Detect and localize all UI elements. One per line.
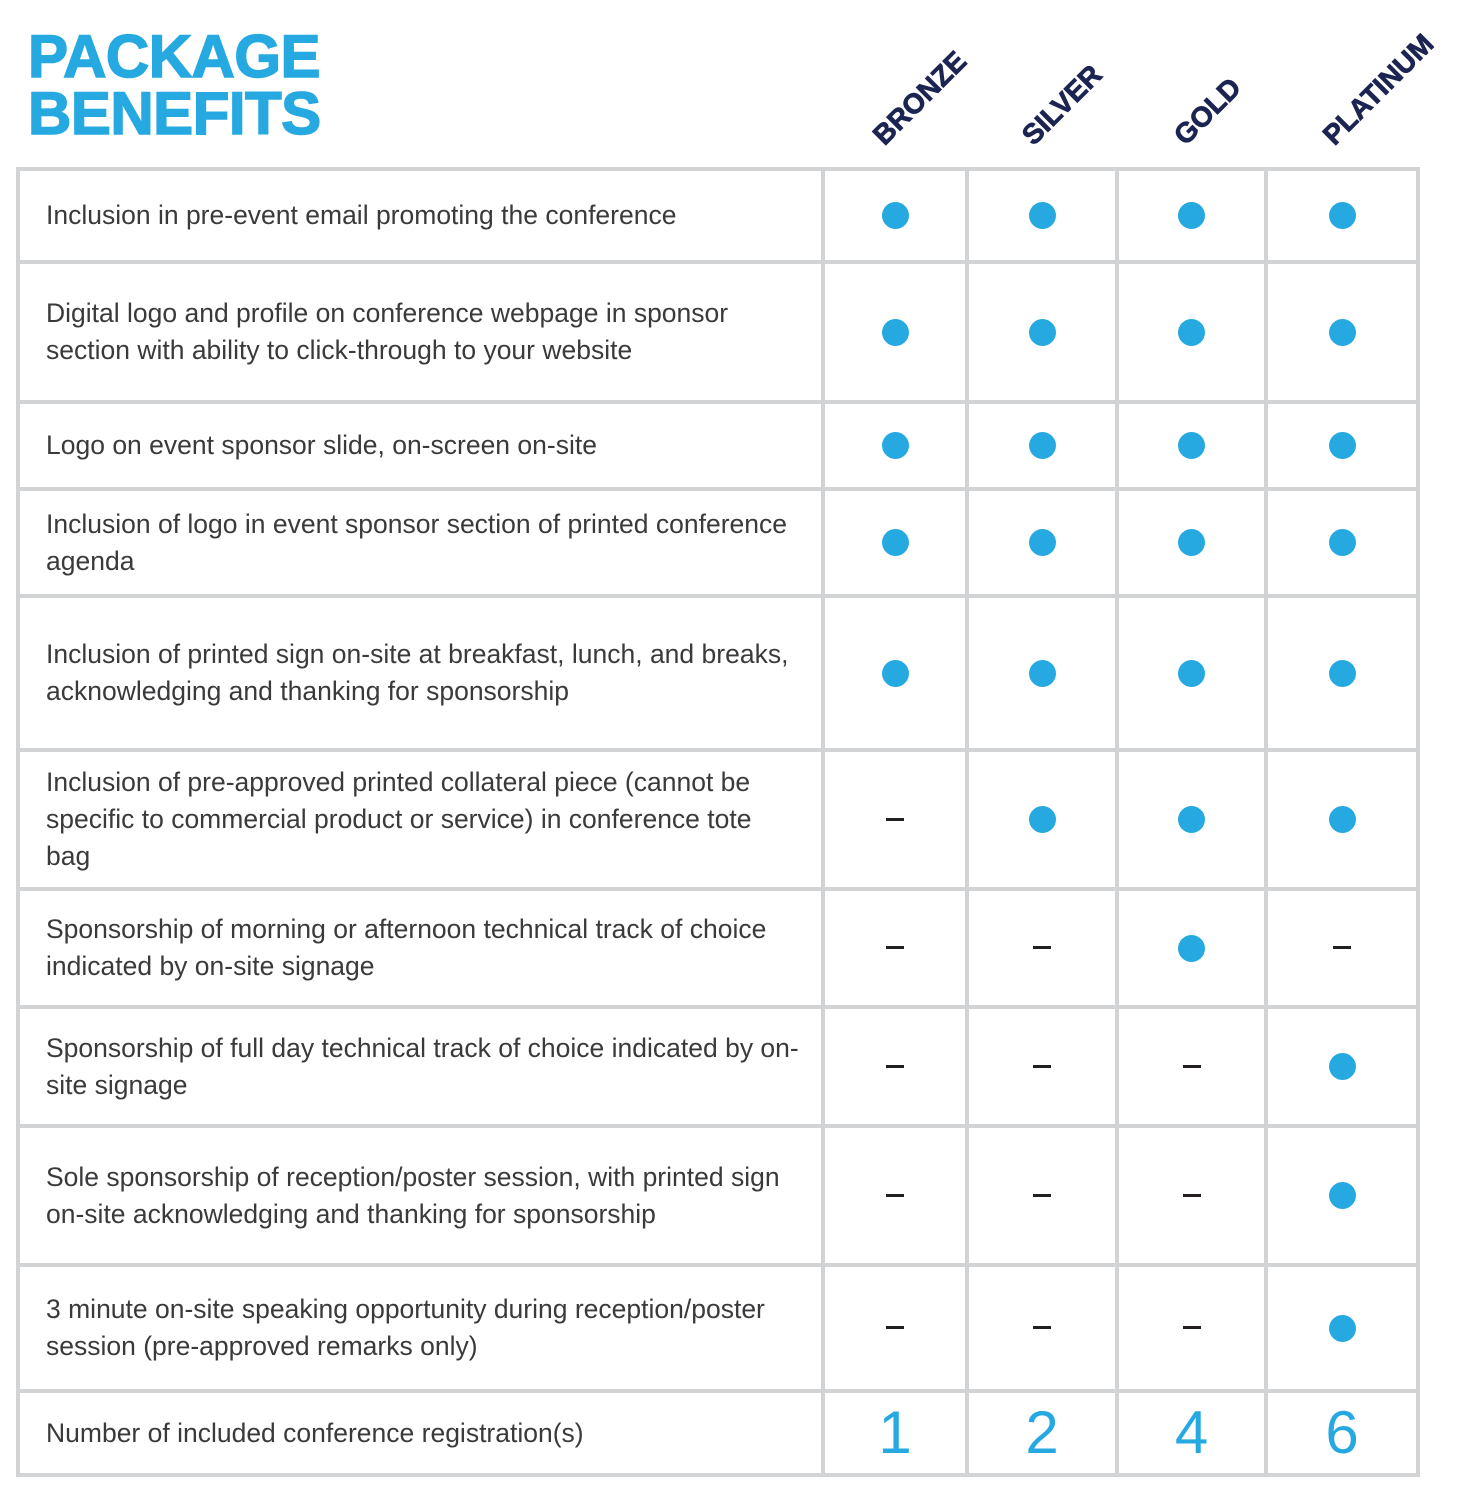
benefit-cell — [967, 489, 1117, 596]
included-dot-icon — [1178, 319, 1205, 346]
included-dot-icon — [1178, 529, 1205, 556]
benefit-label: Sponsorship of morning or afternoon technical track of choice indicated by on-site signage — [18, 889, 823, 1007]
benefit-cell — [967, 169, 1117, 262]
included-dot-icon — [882, 202, 909, 229]
included-dot-icon — [1329, 529, 1356, 556]
benefit-cell — [967, 1126, 1117, 1265]
included-dot-icon — [1329, 432, 1356, 459]
benefit-cell — [1117, 262, 1266, 402]
benefit-label: Inclusion of logo in event sponsor section of printed conference agenda — [18, 489, 823, 596]
benefit-cell — [823, 402, 967, 489]
included-dot-icon — [1329, 806, 1356, 833]
benefit-cell — [967, 750, 1117, 889]
benefit-cell — [823, 750, 967, 889]
table-row-registrations — [18, 1391, 1418, 1475]
included-dot-icon — [1178, 432, 1205, 459]
included-dot-icon — [882, 529, 909, 556]
benefit-cell — [967, 262, 1117, 402]
included-dot-icon — [1029, 806, 1056, 833]
included-dot-icon — [1329, 1053, 1356, 1080]
benefit-cell — [967, 596, 1117, 750]
benefit-cell — [1117, 596, 1266, 750]
benefit-cell — [1266, 1126, 1418, 1265]
included-dot-icon — [882, 660, 909, 687]
registrations-count-platinum — [1266, 1391, 1418, 1475]
included-dot-icon — [1178, 806, 1205, 833]
registrations-label: Number of included conference registration(s) — [18, 1391, 823, 1475]
not-included-dash-icon — [1333, 946, 1351, 949]
not-included-dash-icon — [1033, 946, 1051, 949]
benefit-cell — [1266, 596, 1418, 750]
included-dot-icon — [1329, 319, 1356, 346]
benefit-label: Sponsorship of full day technical track of choice indicated by on-site signage — [18, 1007, 823, 1126]
benefit-cell — [967, 1265, 1117, 1391]
benefit-label: Logo on event sponsor slide, on-screen on-site — [18, 402, 823, 489]
benefit-cell — [1117, 889, 1266, 1007]
table-row — [18, 169, 1418, 262]
included-dot-icon — [1329, 202, 1356, 229]
benefit-cell — [1266, 262, 1418, 402]
not-included-dash-icon — [1183, 1065, 1201, 1068]
benefit-cell — [823, 596, 967, 750]
included-dot-icon — [1029, 319, 1056, 346]
table-row — [18, 750, 1418, 889]
not-included-dash-icon — [886, 818, 904, 821]
benefit-cell — [1117, 1265, 1266, 1391]
benefit-cell — [1266, 750, 1418, 889]
benefit-cell — [823, 262, 967, 402]
registrations-count-bronze — [823, 1391, 967, 1475]
benefit-cell — [823, 1265, 967, 1391]
included-dot-icon — [1329, 1182, 1356, 1209]
benefit-cell — [967, 402, 1117, 489]
included-dot-icon — [1329, 660, 1356, 687]
benefit-label: 3 minute on-site speaking opportunity during reception/poster session (pre-approved remarks only) — [18, 1265, 823, 1391]
registrations-count-silver — [967, 1391, 1117, 1475]
benefit-cell — [1266, 1007, 1418, 1126]
table-row — [18, 1126, 1418, 1265]
benefit-cell — [823, 169, 967, 262]
not-included-dash-icon — [1183, 1326, 1201, 1329]
included-dot-icon — [1329, 1315, 1356, 1342]
benefit-cell — [1266, 1265, 1418, 1391]
table-row — [18, 596, 1418, 750]
benefit-label: Inclusion of printed sign on-site at breakfast, lunch, and breaks, acknowledging and thanking for sponsorship — [18, 596, 823, 750]
not-included-dash-icon — [1183, 1194, 1201, 1197]
not-included-dash-icon — [1033, 1065, 1051, 1068]
table-row — [18, 1007, 1418, 1126]
not-included-dash-icon — [886, 1326, 904, 1329]
benefit-cell — [967, 889, 1117, 1007]
benefit-label: Sole sponsorship of reception/poster session, with printed sign on-site acknowledging and thanking for sponsorship — [18, 1126, 823, 1265]
benefit-cell — [1266, 889, 1418, 1007]
page-title-line-1: PACKAGE — [28, 23, 321, 90]
benefit-cell — [823, 1126, 967, 1265]
registrations-value: 4 — [1174, 1399, 1209, 1466]
not-included-dash-icon — [886, 1065, 904, 1068]
included-dot-icon — [1178, 202, 1205, 229]
included-dot-icon — [1029, 660, 1056, 687]
benefit-cell — [967, 1007, 1117, 1126]
table-row — [18, 889, 1418, 1007]
benefit-cell — [1117, 169, 1266, 262]
registrations-value: 1 — [878, 1399, 912, 1466]
registrations-value: 2 — [1025, 1399, 1059, 1466]
included-dot-icon — [1178, 935, 1205, 962]
benefit-cell — [1266, 169, 1418, 262]
tier-header-gold: GOLD — [1167, 71, 1247, 151]
tier-header-platinum: PLATINUM — [1316, 27, 1440, 151]
table-row — [18, 262, 1418, 402]
table-row — [18, 402, 1418, 489]
benefit-label: Digital logo and profile on conference webpage in sponsor section with ability to click-through to your website — [18, 262, 823, 402]
benefit-cell — [1117, 402, 1266, 489]
benefit-cell — [823, 889, 967, 1007]
benefit-cell — [823, 489, 967, 596]
included-dot-icon — [1029, 202, 1056, 229]
page-title — [28, 23, 321, 147]
benefit-cell — [1117, 1007, 1266, 1126]
benefit-cell — [1117, 750, 1266, 889]
benefit-cell — [823, 1007, 967, 1126]
tier-header-silver: SILVER — [1015, 58, 1108, 151]
benefit-cell — [1266, 489, 1418, 596]
included-dot-icon — [882, 432, 909, 459]
table-row — [18, 1265, 1418, 1391]
not-included-dash-icon — [886, 1194, 904, 1197]
included-dot-icon — [1178, 660, 1205, 687]
included-dot-icon — [1029, 529, 1056, 556]
benefits-table — [16, 167, 1420, 1477]
benefit-cell — [1117, 1126, 1266, 1265]
table-row — [18, 489, 1418, 596]
included-dot-icon — [1029, 432, 1056, 459]
included-dot-icon — [882, 319, 909, 346]
registrations-count-gold — [1117, 1391, 1266, 1475]
benefit-label: Inclusion of pre-approved printed collateral piece (cannot be specific to commercial product or service) in conference tote bag — [18, 750, 823, 889]
not-included-dash-icon — [1033, 1326, 1051, 1329]
benefit-cell — [1266, 402, 1418, 489]
tier-header-bronze: BRONZE — [866, 45, 973, 151]
registrations-value: 6 — [1325, 1399, 1359, 1466]
not-included-dash-icon — [886, 946, 904, 949]
benefit-label: Inclusion in pre-event email promoting the conference — [18, 169, 823, 262]
not-included-dash-icon — [1033, 1194, 1051, 1197]
page-title-line-2: BENEFITS — [28, 80, 321, 147]
benefit-cell — [1117, 489, 1266, 596]
